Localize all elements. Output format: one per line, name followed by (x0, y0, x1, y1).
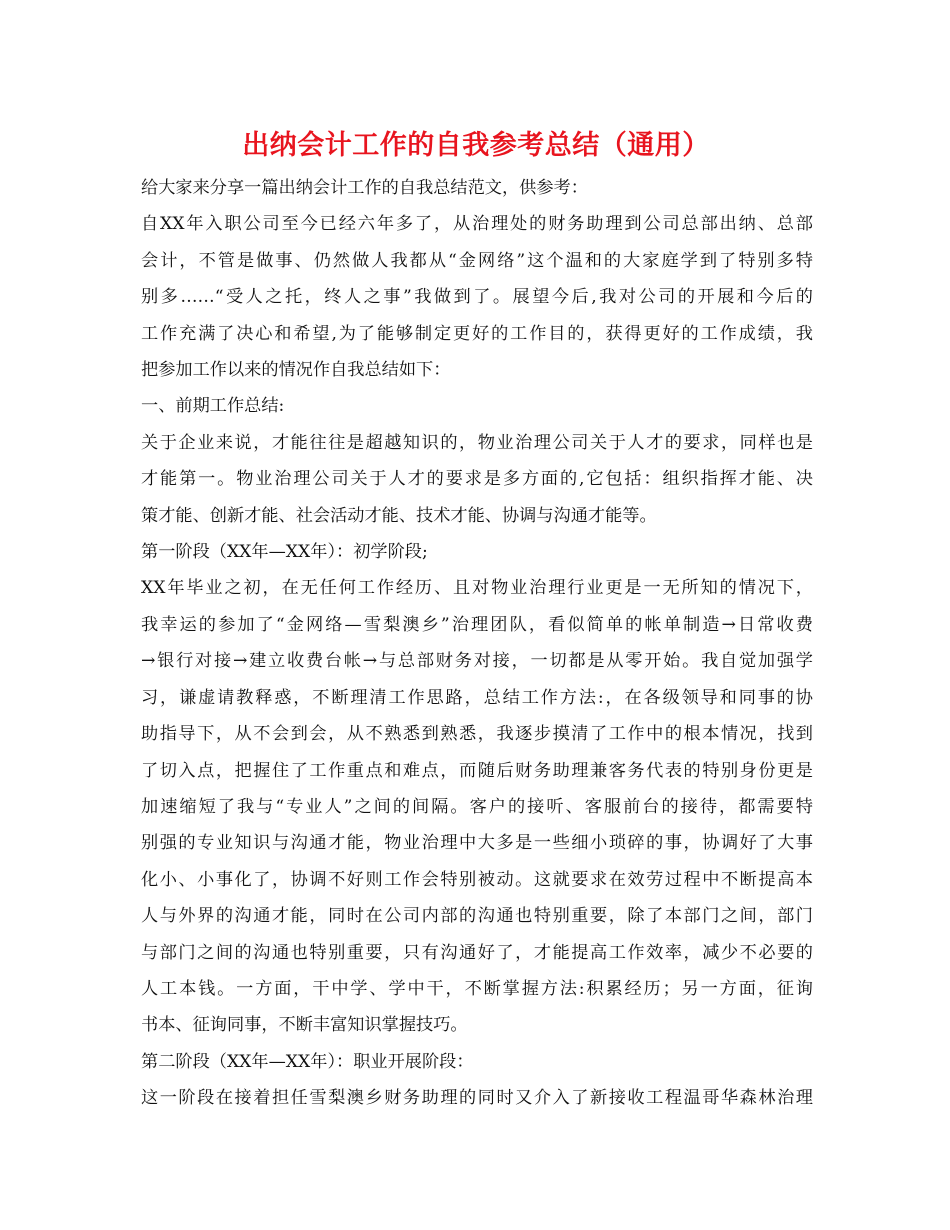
body-text-line: 人与外界的沟通才能，同时在公司内部的沟通也特别重要，除了本部门之间，部门 (141, 906, 813, 927)
body-text-line: 这一阶段在接着担任雪梨澳乡财务助理的同时又介入了新接收工程温哥华森林治理 (141, 1088, 813, 1109)
body-text-line: 与部门之间的沟通也特别重要，只有沟通好了，才能提高工作效率，减少不必要的 (141, 942, 813, 963)
body-text-line: 书本、征询同事，不断丰富知识掌握技巧。 (141, 1015, 468, 1036)
body-text-line: 第二阶段（XX年—XX年）：职业开展阶段： (141, 1051, 474, 1072)
body-text-line: 习，谦虚请教释惑，不断理清工作思路，总结工作方法:，在各级领导和同事的协 (141, 687, 813, 708)
body-text-line: 关于企业来说，才能往往是超越知识的，物业治理公司关于人才的要求，同样也是 (141, 432, 813, 453)
body-text-line: 别多……“受人之托，终人之事”我做到了。展望今后,我对公司的开展和今后的 (141, 287, 813, 308)
body-text-line: 一、前期工作总结: (141, 396, 285, 417)
document-title: 出纳会计工作的自我参考总结（通用） (242, 130, 710, 161)
body-text-line: 助指导下，从不会到会，从不熟悉到熟悉，我逐步摸清了工作中的根本情况，找到 (141, 724, 813, 745)
body-text-line: 策才能、创新才能、社会活动才能、技术才能、协调与沟通才能等。 (141, 505, 657, 526)
body-text-line: →银行对接→建立收费台帐→与总部财务对接，一切都是从零开始。我自觉加强学 (141, 651, 813, 672)
body-text-line: 人工本钱。一方面，干中学、学中干，不断掌握方法:积累经历；另一方面，征询 (141, 978, 813, 999)
body-text-line: 我幸运的参加了“金网络—雪梨澳乡”治理团队，看似简单的帐单制造→日常收费 (141, 614, 813, 635)
body-text-line: XX年毕业之初，在无任何工作经历、且对物业治理行业更是一无所知的情况下， (141, 578, 813, 599)
body-text-line: 会计，不管是做事、仍然做人我都从“金网络”这个温和的大家庭学到了特别多特 (141, 250, 813, 271)
body-text-line: 了切入点，把握住了工作重点和难点，而随后财务助理兼客务代表的特别身份更是 (141, 760, 813, 781)
body-text-line: 别强的专业知识与沟通才能，物业治理中大多是一些细小琐碎的事，协调好了大事 (141, 833, 813, 854)
body-text-line: 加速缩短了我与“专业人”之间的间隔。客户的接听、客服前台的接待，都需要特 (141, 796, 813, 817)
body-text-line: 才能第一。物业治理公司关于人才的要求是多方面的,它包括：组织指挥才能、决 (141, 469, 813, 490)
body-text-line: 给大家来分享一篇出纳会计工作的自我总结范文，供参考： (141, 178, 588, 198)
body-text-line: 工作充满了决心和希望,为了能够制定更好的工作目的，获得更好的工作成绩，我 (141, 323, 813, 344)
document-body (141, 170, 813, 1117)
body-text-line: 自XX年入职公司至今已经六年多了，从治理处的财务助理到公司总部出纳、总部 (141, 214, 813, 235)
body-text-line: 把参加工作以来的情况作自我总结如下： (141, 360, 451, 381)
body-text-line: 化小、小事化了，协调不好则工作会特别被动。这就要求在效劳过程中不断提高本 (141, 869, 813, 890)
body-text-line: 第一阶段（XX年—XX年）：初学阶段; (141, 542, 428, 563)
